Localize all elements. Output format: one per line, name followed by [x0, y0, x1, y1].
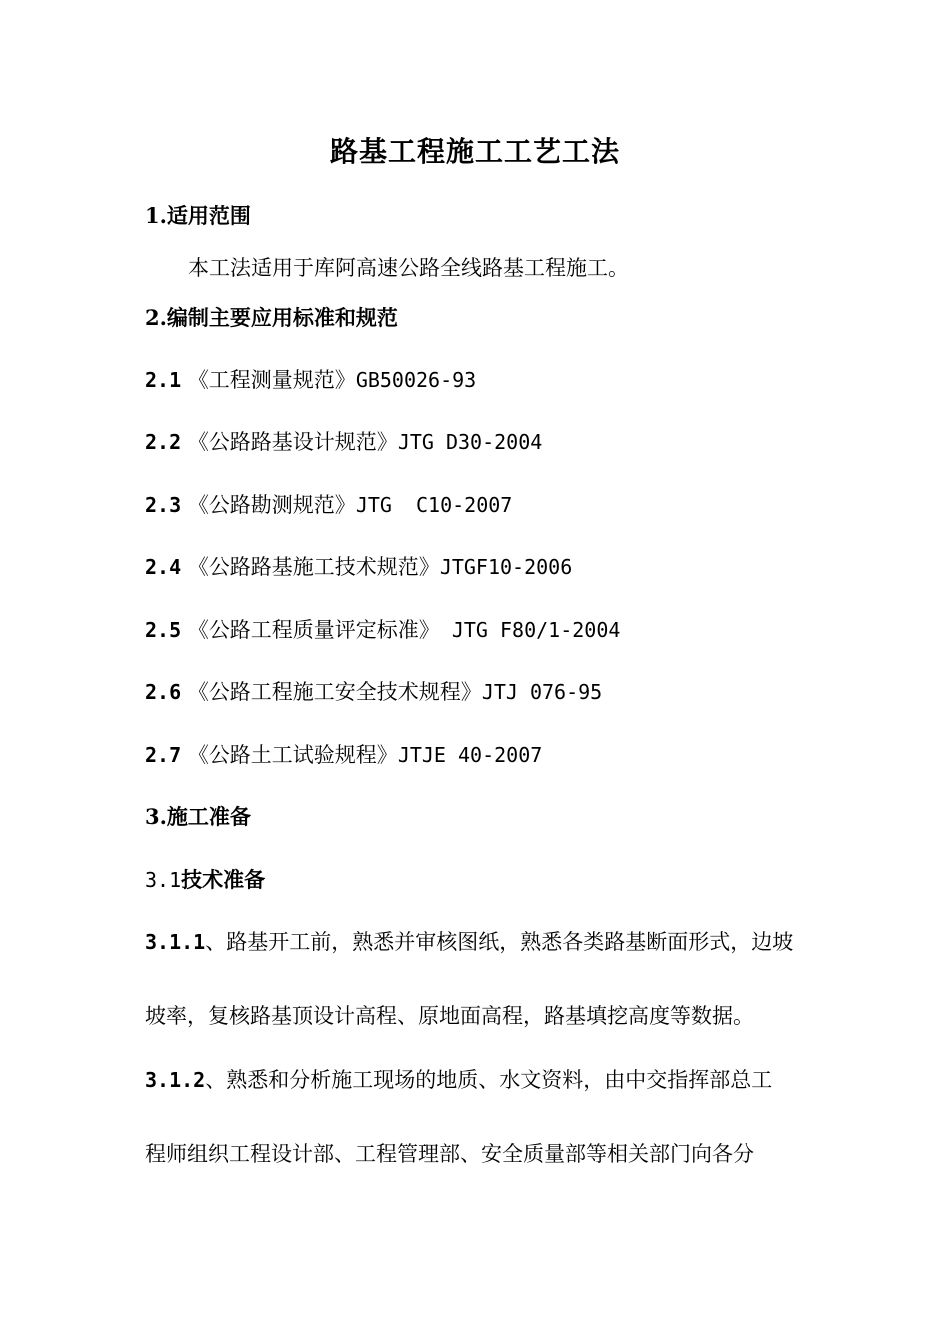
paragraph-3-1-1-line-1 — [145, 927, 845, 957]
standard-name: 《工程测量规范》 — [187, 368, 356, 392]
standard-name: 《公路土工试验规程》 — [187, 743, 398, 767]
document-title: 路基工程施工工艺工法 — [329, 135, 620, 168]
subsection-3-1-heading — [145, 865, 845, 895]
standard-number: 2.6 — [145, 680, 182, 704]
standard-item — [145, 615, 845, 645]
standard-item — [145, 365, 845, 395]
paragraph-number: 3.1.1 — [145, 930, 206, 954]
standard-name: 《公路工程质量评定标准》 — [187, 618, 440, 642]
standard-item — [145, 677, 845, 707]
standard-number: 2.4 — [145, 555, 182, 579]
paragraph-3-1-2-line-1 — [145, 1065, 845, 1095]
standard-number: 2.2 — [145, 430, 182, 454]
standard-name: 《公路勘测规范》 — [187, 493, 356, 517]
standard-number: 2.1 — [145, 368, 182, 392]
section-3-heading: 3.施工准备 — [145, 804, 251, 829]
paragraph-3-1-2-line-2: 程师组织工程设计部、工程管理部、安全质量部等相关部门向各分 — [145, 1142, 754, 1166]
section-1-heading: 1.适用范围 — [145, 203, 251, 228]
standard-number: 2.7 — [145, 743, 182, 767]
paragraph-text: 、路基开工前，熟悉并审核图纸，熟悉各类路基断面形式，边坡 — [205, 930, 794, 954]
subsection-number: 3.1 — [145, 868, 182, 892]
standard-name: 《公路工程施工安全技术规程》 — [187, 680, 482, 704]
subsection-title: 技术准备 — [181, 867, 266, 892]
standard-code: JTJ 076-95 — [481, 680, 603, 704]
paragraph-3-1-1-line-2: 坡率，复核路基顶设计高程、原地面高程，路基填挖高度等数据。 — [145, 1004, 754, 1028]
standard-name: 《公路路基施工技术规范》 — [187, 555, 440, 579]
standard-item — [145, 552, 845, 582]
standard-name: 《公路路基设计规范》 — [187, 430, 398, 454]
section-2-heading: 2.编制主要应用标准和规范 — [145, 305, 398, 330]
paragraph-text: 、熟悉和分析施工现场的地质、水文资料，由中交指挥部总工 — [205, 1068, 773, 1092]
standard-number: 2.5 — [145, 618, 182, 642]
standard-item — [145, 740, 845, 770]
standard-code: JTG D30-2004 — [397, 430, 543, 454]
paragraph-number: 3.1.2 — [145, 1068, 206, 1092]
standard-item — [145, 490, 845, 520]
standard-number: 2.3 — [145, 493, 182, 517]
standard-code: JTGF10-2006 — [439, 555, 573, 579]
standard-item — [145, 427, 845, 457]
standard-code: JTJE 40-2007 — [397, 743, 543, 767]
standard-code: JTG F80/1-2004 — [439, 618, 621, 642]
standard-code: GB50026-93 — [355, 368, 477, 392]
section-1-body: 本工法适用于库阿高速公路全线路基工程施工。 — [188, 256, 629, 280]
standard-code: JTG C10-2007 — [355, 493, 513, 517]
